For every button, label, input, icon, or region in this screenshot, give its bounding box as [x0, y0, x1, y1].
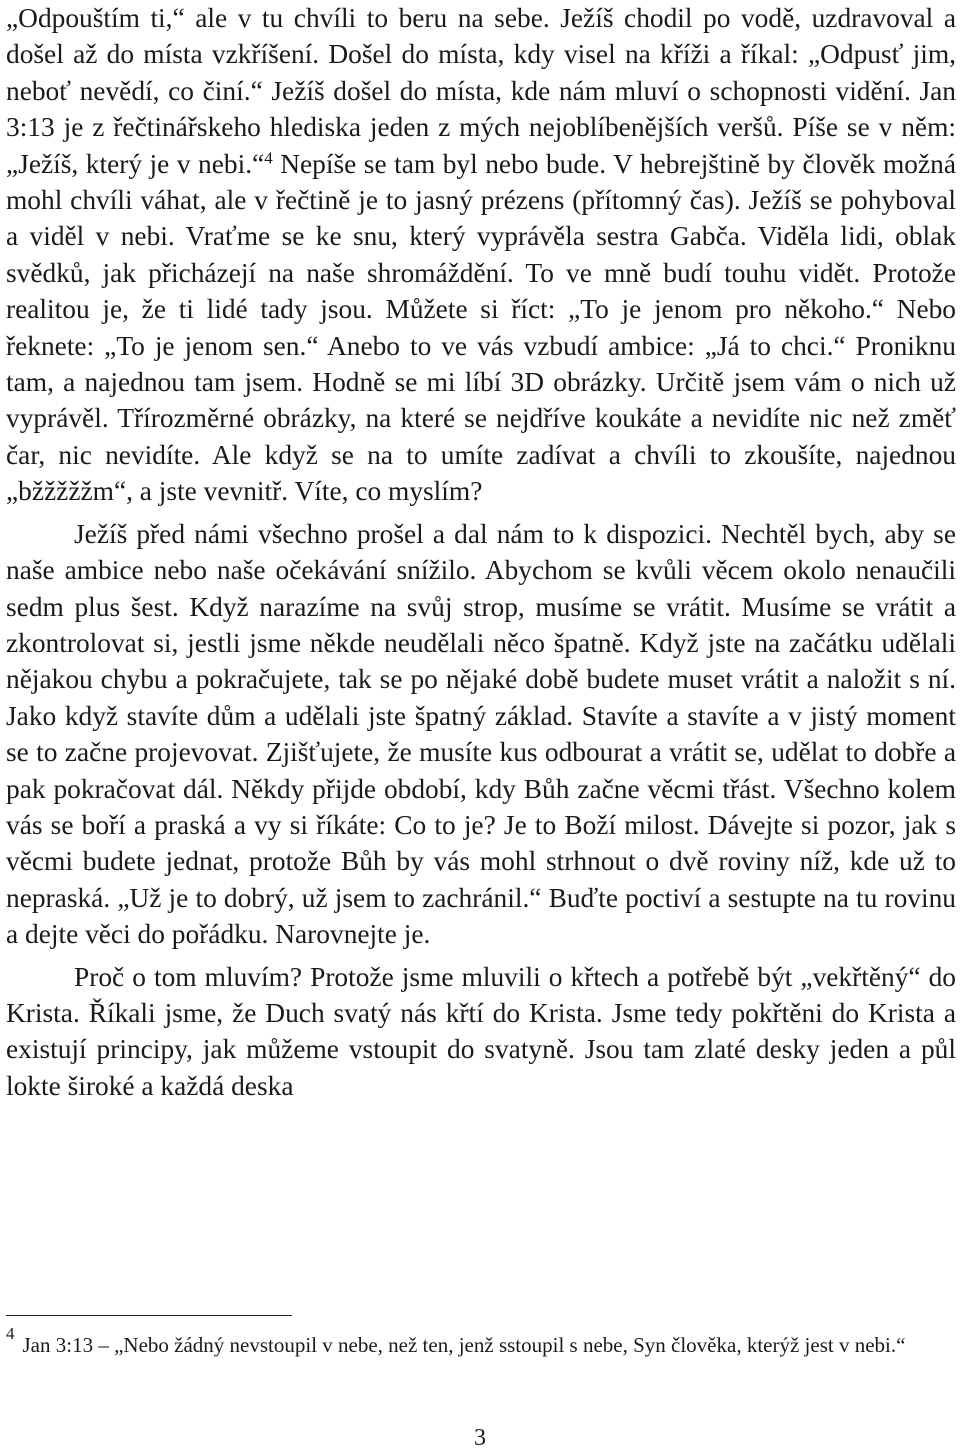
- footnote-text: Jan 3:13 – „Nebo žádný nevstoupil v nebe, než ten, jenž sstoupil s nebe, Syn člověka, kterýž jest v nebi.“: [22, 1333, 906, 1357]
- page-body: [6, 0, 956, 1104]
- paragraph-1-text-b: Nepíše se tam byl nebo bude. V hebrejštině by člověk možná mohl chvíli váhat, ale v řečtině je to jasný prézens (přítomný čas). Ježíš se pohyboval a viděl v nebi. Vraťme se ke snu, který vyprávěla sestra Gabča. Viděla lidi, oblak svědků, jak přicházejí na naše shromáždění. To ve mně budí touhu vidět. Protože realitou je, že ti lidé tady jsou. Můžete si říct: „To je jenom pro někoho.“ Nebo řeknete: „To je jenom sen.“ Anebo to ve vás vzbudí ambice: „Já to chci.“ Proniknu tam, a najednou tam jsem. Hodně se mi líbí 3D obrázky. Určitě jsem vám o nich už vyprávěl. Třírozměrné obrázky, na které se nejdříve koukáte a nevidíte nic než změť čar, nic nevidíte. Ale když se na to umíte zadívat a chvíli to zkoušíte, najednou „bžžžžžm“, a jste vevnitř. Víte, co myslím?: [6, 148, 956, 507]
- footnote-divider: [6, 1315, 292, 1316]
- footnote-reference[interactable]: 4: [264, 148, 273, 168]
- paragraph-1: [6, 0, 956, 510]
- footnote-number: 4: [6, 1324, 15, 1344]
- footnote: [6, 1324, 956, 1361]
- page-number: 3: [474, 1425, 486, 1451]
- paragraph-2: Ježíš před námi všechno prošel a dal nám to k dispozici. Nechtěl bych, aby se naše ambice nebo naše očekávání snížilo. Abychom se kvůli věcem okolo nenaučili sedm plus šest. Když narazíme na svůj strop, musíme se vrátit. Musíme se vrátit a zkontrolovat si, jestli jsme někde neudělali něco špatně. Když jste na začátku udělali nějakou chybu a pokračujete, tak se po nějaké době budete muset vrátit a naložit s ní. Jako když stavíte dům a udělali jste špatný základ. Stavíte a stavíte a v jistý moment se to začne projevovat. Zjišťujete, že musíte kus odbourat a vrátit se, udělat to dobře a pak pokračovat dál. Někdy přijde období, kdy Bůh začne věcmi třást. Všechno kolem vás se boří a praská a vy si říkáte: Co to je? Je to Boží milost. Dávejte si pozor, jak s věcmi budete jednat, protože Bůh by vás mohl strhnout o dvě roviny níž, kde už to nepraská. „Už je to dobrý, už jsem to zachránil.“ Buďte poctiví a sestupte na tu rovinu a dejte věci do pořádku. Narovnejte je.: [6, 518, 956, 950]
- paragraph-3: Proč o tom mluvím? Protože jsme mluvili o křtech a potřebě být „vekřtěný“ do Krista. Říkali jsme, že Duch svatý nás křtí do Krista. Jsme tedy pokřtěni do Krista a existují principy, jak můžeme vstoupit do svatyně. Jsou tam zlaté desky jeden a půl lokte široké a každá deska: [6, 961, 956, 1101]
- paragraph-1-text-a: „Odpouštím ti,“ ale v tu chvíli to beru na sebe. Ježíš chodil po vodě, uzdravoval a došel až do místa vzkříšení. Došel do místa, kdy visel na kříži a říkal: „Odpusť jim, neboť nevědí, co činí.“ Ježíš došel do místa, kde nám mluví o schopnosti vidění. Jan 3:13 je z řečtinářskeho hlediska jeden z mých nejoblíbenějších veršů. Píše se v něm: „Ježíš, který je v nebi.“: [6, 3, 956, 179]
